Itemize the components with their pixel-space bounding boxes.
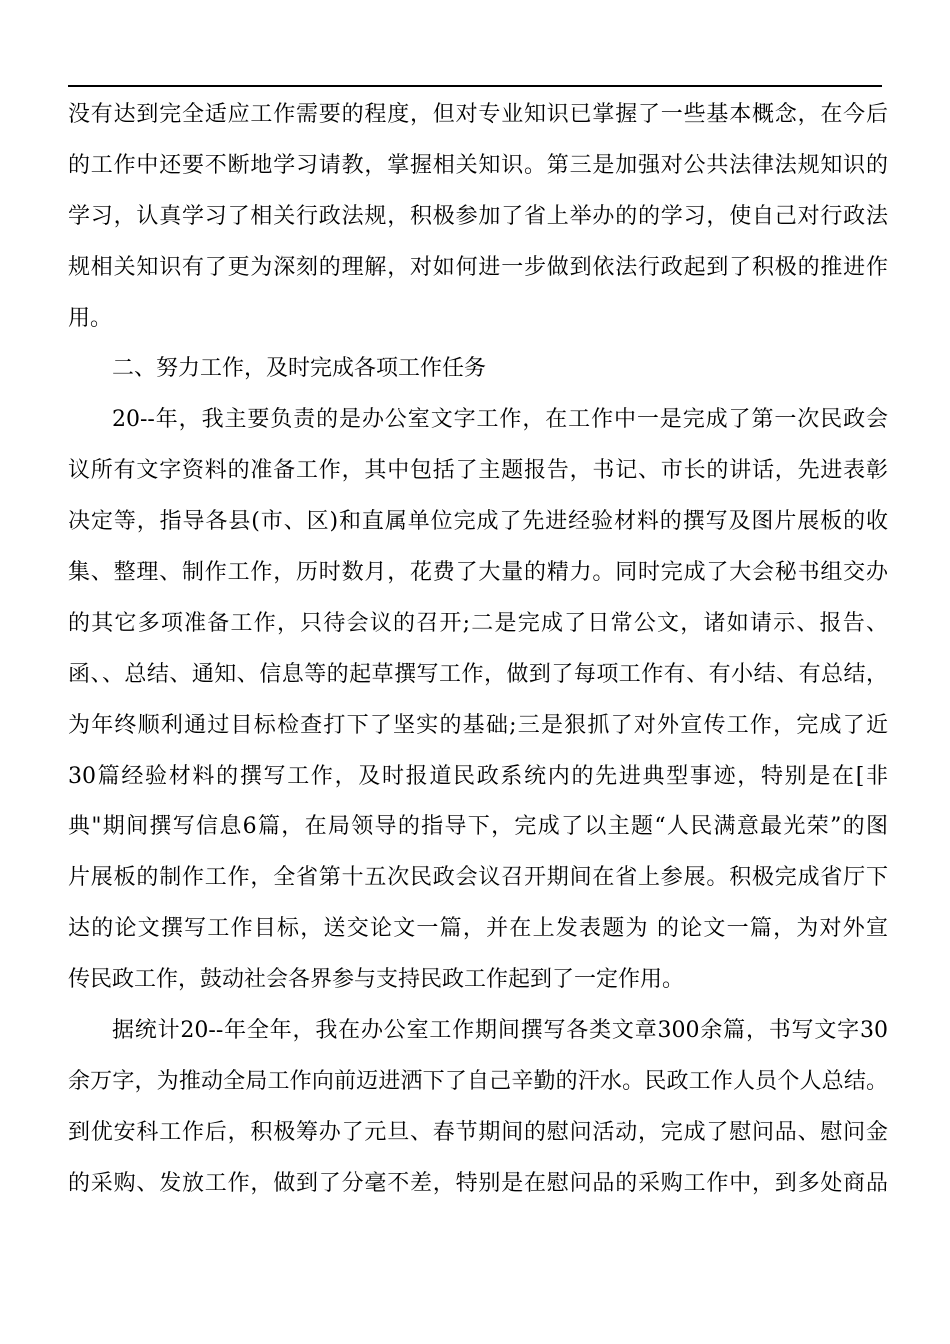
text-line: 20--年，我主要负责的是办公室文字工作，在工作中一是完成了第一次民政会 — [112, 407, 888, 433]
text-line: 为年终顺利通过目标检查打下了坚实的基础;三是狠抓了对外宣传工作，完成了近 — [68, 712, 888, 738]
header-rule — [68, 85, 882, 87]
text-line: 30篇经验材料的撰写工作，及时报道民政系统内的先进典型事迹，特别是在[非 — [68, 763, 888, 789]
text-line: 函、、总结、通知、信息等的起草撰写工作，做到了每项工作有、有小结、有总结， — [68, 661, 888, 687]
text-line: 余万字，为推动全局工作向前迈进洒下了自己辛勤的汗水。民政工作人员个人总结。 — [68, 1068, 888, 1094]
text-line: 达的论文撰写工作目标，送交论文一篇，并在上发表题为 的论文一篇，为对外宣 — [68, 916, 888, 942]
text-line: 规相关知识有了更为深刻的理解，对如何进一步做到依法行政起到了积极的推进作 — [68, 254, 888, 280]
text-line: 的其它多项准备工作，只待会议的召开;二是完成了日常公文，诸如请示、报告、 — [68, 610, 888, 636]
text-line: 传民政工作，鼓动社会各界参与支持民政工作起到了一定作用。 — [68, 967, 685, 993]
text-line: 没有达到完全适应工作需要的程度，但对专业知识已掌握了一些基本概念，在今后 — [68, 102, 888, 127]
text-line: 决定等，指导各县(市、区)和直属单位完成了先进经验材料的撰写及图片展板的收 — [68, 509, 888, 535]
text-line: 据统计20--年全年，我在办公室工作期间撰写各类文章300余篇，书写文字30 — [112, 1018, 888, 1044]
text-line: 典"期间撰写信息6篇，在局领导的指导下，完成了以主题“人民满意最光荣”的图 — [68, 814, 888, 840]
text-line: 集、整理、制作工作，历时数月，花费了大量的精力。同时完成了大会秘书组交办 — [68, 560, 888, 586]
text-line: 片展板的制作工作，全省第十五次民政会议召开期间在省上参展。积极完成省厅下 — [68, 865, 888, 891]
section-heading: 二、努力工作，及时完成各项工作任务 — [112, 356, 487, 382]
text-line: 到优安科工作后，积极筹办了元旦、春节期间的慰问活动，完成了慰问品、慰问金 — [68, 1119, 888, 1145]
document-body — [68, 90, 888, 1210]
text-line: 的工作中还要不断地学习请教，掌握相关知识。第三是加强对公共法律法规知识的 — [68, 152, 888, 178]
text-line: 用。 — [68, 305, 113, 331]
text-line: 学习，认真学习了相关行政法规，积极参加了省上举办的的学习，使自己对行政法 — [68, 203, 888, 229]
text-line: 的采购、发放工作，做到了分毫不差，特别是在慰问品的采购工作中，到多处商品 — [68, 1170, 888, 1196]
text-line: 议所有文字资料的准备工作，其中包括了主题报告，书记、市长的讲话，先进表彰 — [68, 458, 888, 484]
